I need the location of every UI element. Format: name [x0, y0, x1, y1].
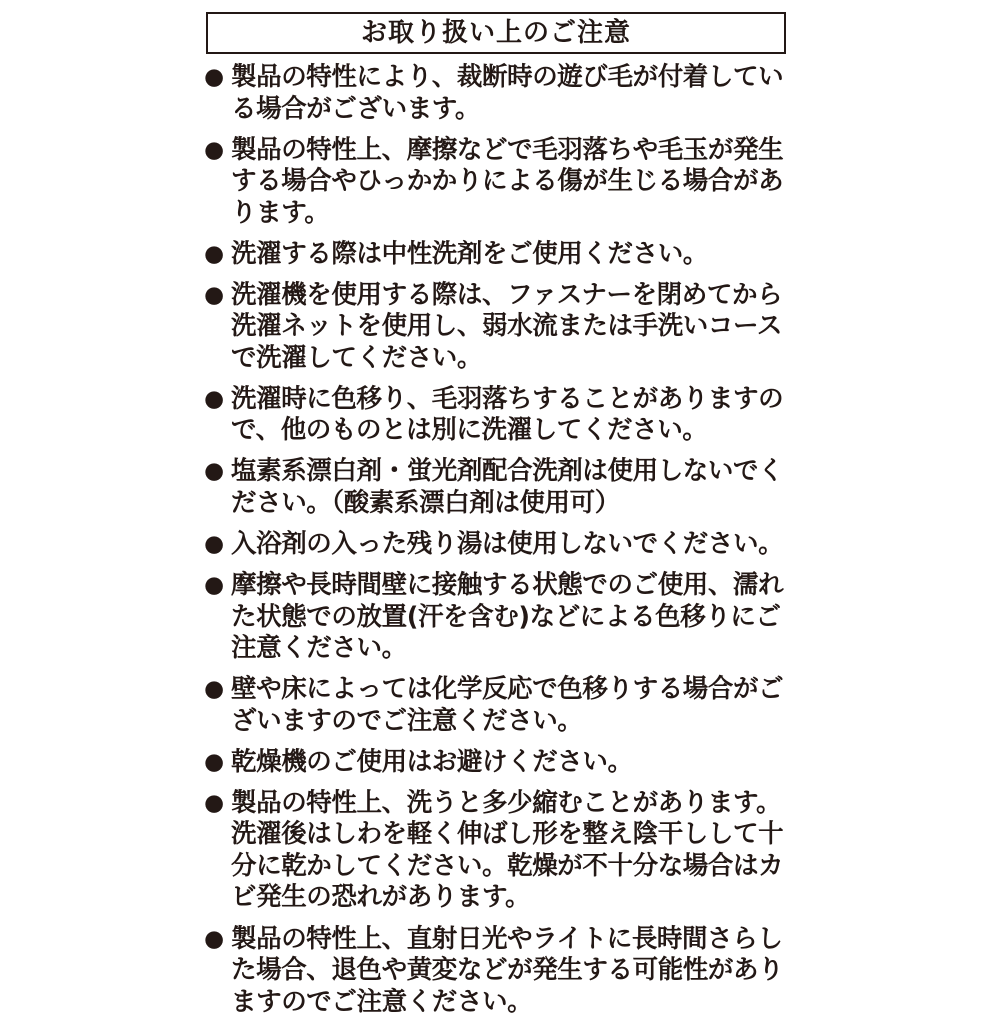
notice-text: 洗濯時に色移り、毛羽落ちすることがありますので、他のものとは別に洗濯してください。: [231, 383, 784, 446]
list-item: [204, 280, 794, 375]
list-item: [204, 384, 794, 447]
bullet-icon: ●: [204, 64, 225, 90]
notice-text: 製品の特性上、直射日光やライトに長時間さらした場合、退色や黄変などが発生する可能性がありますのでご注意ください。: [231, 923, 784, 1017]
notice-text: 製品の特性上、摩擦などで毛羽落ちや毛玉が発生する場合やひっかかりによる傷が生じる場合があります。: [231, 134, 784, 228]
bullet-icon: ●: [204, 385, 225, 412]
bullet-icon: ●: [204, 531, 225, 558]
bullet-icon: ●: [204, 240, 225, 267]
title-box: [206, 12, 786, 54]
list-item: [204, 135, 794, 230]
bullet-icon: ●: [204, 572, 225, 599]
list-item: [204, 239, 794, 271]
notice-text: 製品の特性上、洗うと多少縮むことがあります。洗濯後はしわを軽く伸ばし形を整え陰干しして十分に乾かしてください。乾燥が不十分な場合はカビ発生の恐れがあります。: [231, 787, 784, 913]
list-item: [204, 529, 794, 561]
notice-list: [204, 62, 794, 1028]
notice-text: 洗濯する際は中性洗剤をご使用ください。: [231, 238, 708, 269]
bullet-icon: ●: [204, 789, 225, 816]
bullet-icon: ●: [204, 925, 225, 952]
list-item: [204, 62, 794, 125]
page-title: お取り扱い上のご注意: [360, 18, 631, 48]
list-item: [204, 674, 794, 737]
bullet-icon: ●: [204, 136, 225, 163]
notice-text: 乾燥機のご使用はお避けください。: [231, 746, 633, 777]
notice-text: 製品の特性により、裁断時の遊び毛が付着している場合がございます。: [231, 62, 784, 124]
notice-text: 塩素系漂白剤・蛍光剤配合洗剤は使用しないでください。（酸素系漂白剤は使用可）: [231, 456, 784, 518]
notice-text: 摩擦や長時間壁に接触する状態でのご使用、濡れた状態での放置(汗を含む)などによる色移りにご注意ください。: [231, 570, 784, 664]
notice-text: 入浴剤の入った残り湯は使用しないでください。: [231, 529, 784, 560]
list-item: [204, 924, 794, 1019]
bullet-icon: ●: [204, 458, 225, 485]
list-item: [204, 456, 794, 519]
bullet-icon: ●: [204, 748, 225, 775]
notice-text: 壁や床によっては化学反応で色移りする場合がございますのでご注意ください。: [231, 674, 784, 736]
list-item: [204, 570, 794, 665]
notice-text: 洗濯機を使用する際は、ファスナーを閉めてから洗濯ネットを使用し、弱水流または手洗いコースで洗濯してください。: [231, 279, 783, 373]
bullet-icon: ●: [204, 281, 225, 308]
list-item: [204, 788, 794, 914]
list-item: [204, 747, 794, 779]
bullet-icon: ●: [204, 676, 225, 703]
